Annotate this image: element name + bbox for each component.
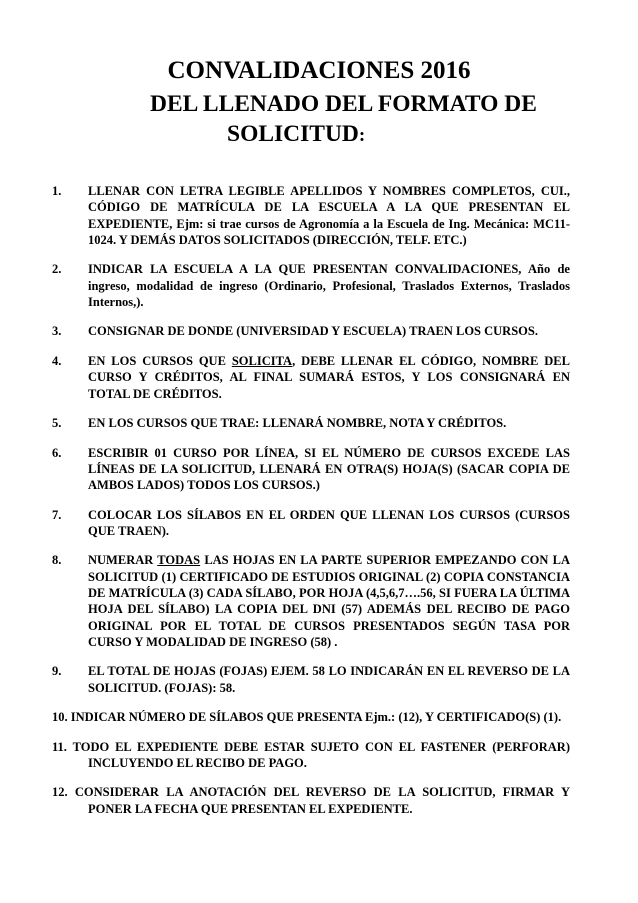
item-text-pre: EN LOS CURSOS QUE — [88, 353, 232, 368]
item-number: 2. — [52, 262, 62, 277]
item-number: 12. — [52, 785, 68, 800]
item-number: 11. — [52, 739, 67, 754]
instruction-item-10 — [52, 709, 570, 725]
item-text: EL TOTAL DE HOJAS (FOJAS) EJEM. 58 LO INDICARÁN EN EL REVERSO DE LA SOLICITUD. (FOJAS): 58. — [88, 664, 570, 695]
subtitle-colon: : — [358, 125, 366, 146]
instruction-item-8 — [52, 552, 570, 650]
item-number: 1. — [52, 184, 62, 198]
item-text-pre: NUMERAR — [88, 553, 158, 568]
instruction-item-7 — [52, 507, 570, 540]
instruction-item-12 — [52, 784, 570, 817]
instruction-item-5 — [52, 415, 570, 431]
item-text: INDICAR NÚMERO DE SÍLABOS QUE PRESENTA Ejm.: (12), Y CERTIFICADO(S) (1). — [70, 710, 562, 725]
item-text-post: , DEBE LLENAR EL CÓDIGO, NOMBRE DEL CURSO Y CRÉDITOS, AL FINAL SUMARÁ ESTOS, Y LOS CONSIGNARÁ EN TOTAL DE CRÉDITOS. — [88, 353, 570, 401]
item-number: 9. — [52, 664, 62, 679]
instruction-item-1 — [52, 183, 570, 248]
item-number: 4. — [52, 353, 62, 368]
item-number: 6. — [52, 445, 62, 460]
instruction-item-6 — [52, 445, 570, 494]
item-text: ESCRIBIR 01 CURSO POR LÍNEA, SI EL NÚMERO DE CURSOS EXCEDE LAS LÍNEAS DE LA SOLICITUD, LLENARÁ EN OTRA(S) HOJA(S) (SACAR COPIA DE AMBOS LADOS) TODOS LOS CURSOS.) — [88, 445, 570, 493]
document-title: CONVALIDACIONES 2016 — [167, 57, 471, 84]
item-number: 8. — [52, 553, 62, 568]
document-subtitle — [150, 89, 600, 151]
item-text-post: LAS HOJAS EN LA PARTE SUPERIOR EMPEZANDO CON LA SOLICITUD (1) CERTIFICADO DE ESTUDIOS ORIGINAL (2) COPIA CONSTANCIA DE MATRÍCULA (3) CADA SÍLABO, POR HOJA (4,5,6,7….56, SI FUERA LA ÚLTIMA HOJA DEL SÍLABO) LA COPIA DEL DNI (57) ADEMÁS DEL RECIBO DE PAGO ORIGINAL POR EL TOTAL DE CURSOS PRESENTADOS SEGÚN TASA POR CURSO Y MODALIDAD DE INGRESO (58) . — [88, 553, 571, 649]
subtitle-line-1: DEL LLENADO DEL FORMATO DE — [150, 91, 537, 117]
subtitle-line-2-text: SOLICITUD — [227, 121, 359, 147]
instruction-list — [52, 183, 570, 830]
item-text: INDICAR LA ESCUELA A LA QUE PRESENTAN CONVALIDACIONES, Año de ingreso, modalidad de ingreso (Ordinario, Profesional, Traslados Externos, Traslados Internos,). — [88, 262, 570, 309]
instruction-item-11 — [52, 739, 570, 772]
item-text: LLENAR CON LETRA LEGIBLE APELLIDOS Y NOMBRES COMPLETOS, CUI., CÓDIGO DE MATRÍCULA DE LA ESCUELA A LA QUE PRESENTAN EL EXPEDIENTE, Ejm: si trae cursos de Agronomía a la Escuela de Ing. Mecánica: MC11-1024. Y DEMÁS DATOS SOLICITADOS (DIRECCIÓN, TELF. ETC.) — [88, 184, 570, 247]
instruction-item-3 — [52, 323, 570, 339]
item-text: CONSIGNAR DE DONDE (UNIVERSIDAD Y ESCUELA) TRAEN LOS CURSOS. — [88, 324, 538, 339]
item-text: TODO EL EXPEDIENTE DEBE ESTAR SUJETO CON EL FASTENER (PERFORAR) INCLUYENDO EL RECIBO DE PAGO. — [72, 739, 570, 770]
item-text: EN LOS CURSOS QUE TRAE: LLENARÁ NOMBRE, NOTA Y CRÉDITOS. — [88, 416, 507, 431]
instruction-item-9 — [52, 663, 570, 696]
subtitle-line-2 — [150, 119, 600, 151]
instruction-item-4 — [52, 353, 570, 402]
item-number: 5. — [52, 416, 62, 431]
instruction-item-2 — [52, 261, 570, 310]
item-text: CONSIDERAR LA ANOTACIÓN DEL REVERSO DE LA SOLICITUD, FIRMAR Y PONER LA FECHA QUE PRESENTAN EL EXPEDIENTE. — [74, 785, 570, 816]
item-text-underlined: SOLICITA — [231, 353, 293, 368]
item-number: 7. — [52, 507, 62, 522]
item-number: 3. — [52, 324, 62, 339]
item-text: COLOCAR LOS SÍLABOS EN EL ORDEN QUE LLENAN LOS CURSOS (CURSOS QUE TRAEN). — [88, 507, 570, 538]
item-number: 10. — [52, 710, 68, 725]
item-text-underlined: TODAS — [157, 553, 201, 568]
